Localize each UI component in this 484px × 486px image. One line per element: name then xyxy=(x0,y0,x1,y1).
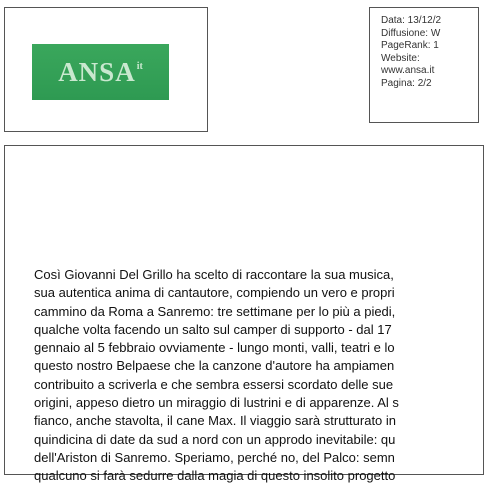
meta-page: Pagina: 2/2 xyxy=(381,77,432,89)
meta-date: Data: 13/12/2 xyxy=(381,15,442,26)
article-line: questo nostro Belpaese che la canzone d'autore ha ampiamen xyxy=(34,358,395,374)
ansa-logo xyxy=(32,44,169,100)
meta-website-url: www.ansa.it xyxy=(381,65,435,77)
article-line: sua autentica anima di cantautore, compiendo un vero e propri xyxy=(34,285,395,301)
article-line: cammino da Roma a Sanremo: tre settimane per lo più a piedi, xyxy=(34,303,396,319)
article-line: Così Giovanni Del Grillo ha scelto di raccontare la sua musica, xyxy=(34,267,394,282)
logo-frame xyxy=(4,7,208,132)
meta-pagerank: PageRank: 1 xyxy=(381,40,439,52)
logo-wordmark: ANSA xyxy=(58,56,136,87)
article-line: origini, appeso dietro un miraggio di lustrini e di apparenze. Al s xyxy=(34,395,399,411)
article-frame xyxy=(4,145,484,484)
source-metadata-box xyxy=(369,7,479,123)
meta-diffusion: Diffusione: W xyxy=(381,27,441,39)
article-line: qualcuno si farà sedurre dalla magia di questo insolito progetto xyxy=(34,468,396,484)
article-body xyxy=(34,266,399,486)
article-line: fianco, anche stavolta, il cane Max. Il viaggio sarà strutturato in xyxy=(34,413,397,429)
article-line: dell'Ariston di Sanremo. Speriamo, perché no, del Palco: semn xyxy=(34,449,395,465)
article-line: quindicina di date da sud a nord con un approdo inevitabile: qu xyxy=(34,431,396,447)
article-line: gennaio al 5 febbraio ovviamente - lungo monti, valli, teatri e lo xyxy=(34,340,395,356)
article-line: contribuito a scriverla e che sembra essersi scordato delle sue xyxy=(34,376,394,392)
logo-superscript: it xyxy=(136,60,143,72)
article-line: qualche volta facendo un salto sul camper di supporto - dal 17 xyxy=(34,321,392,337)
meta-website-label: Website: xyxy=(381,52,420,64)
